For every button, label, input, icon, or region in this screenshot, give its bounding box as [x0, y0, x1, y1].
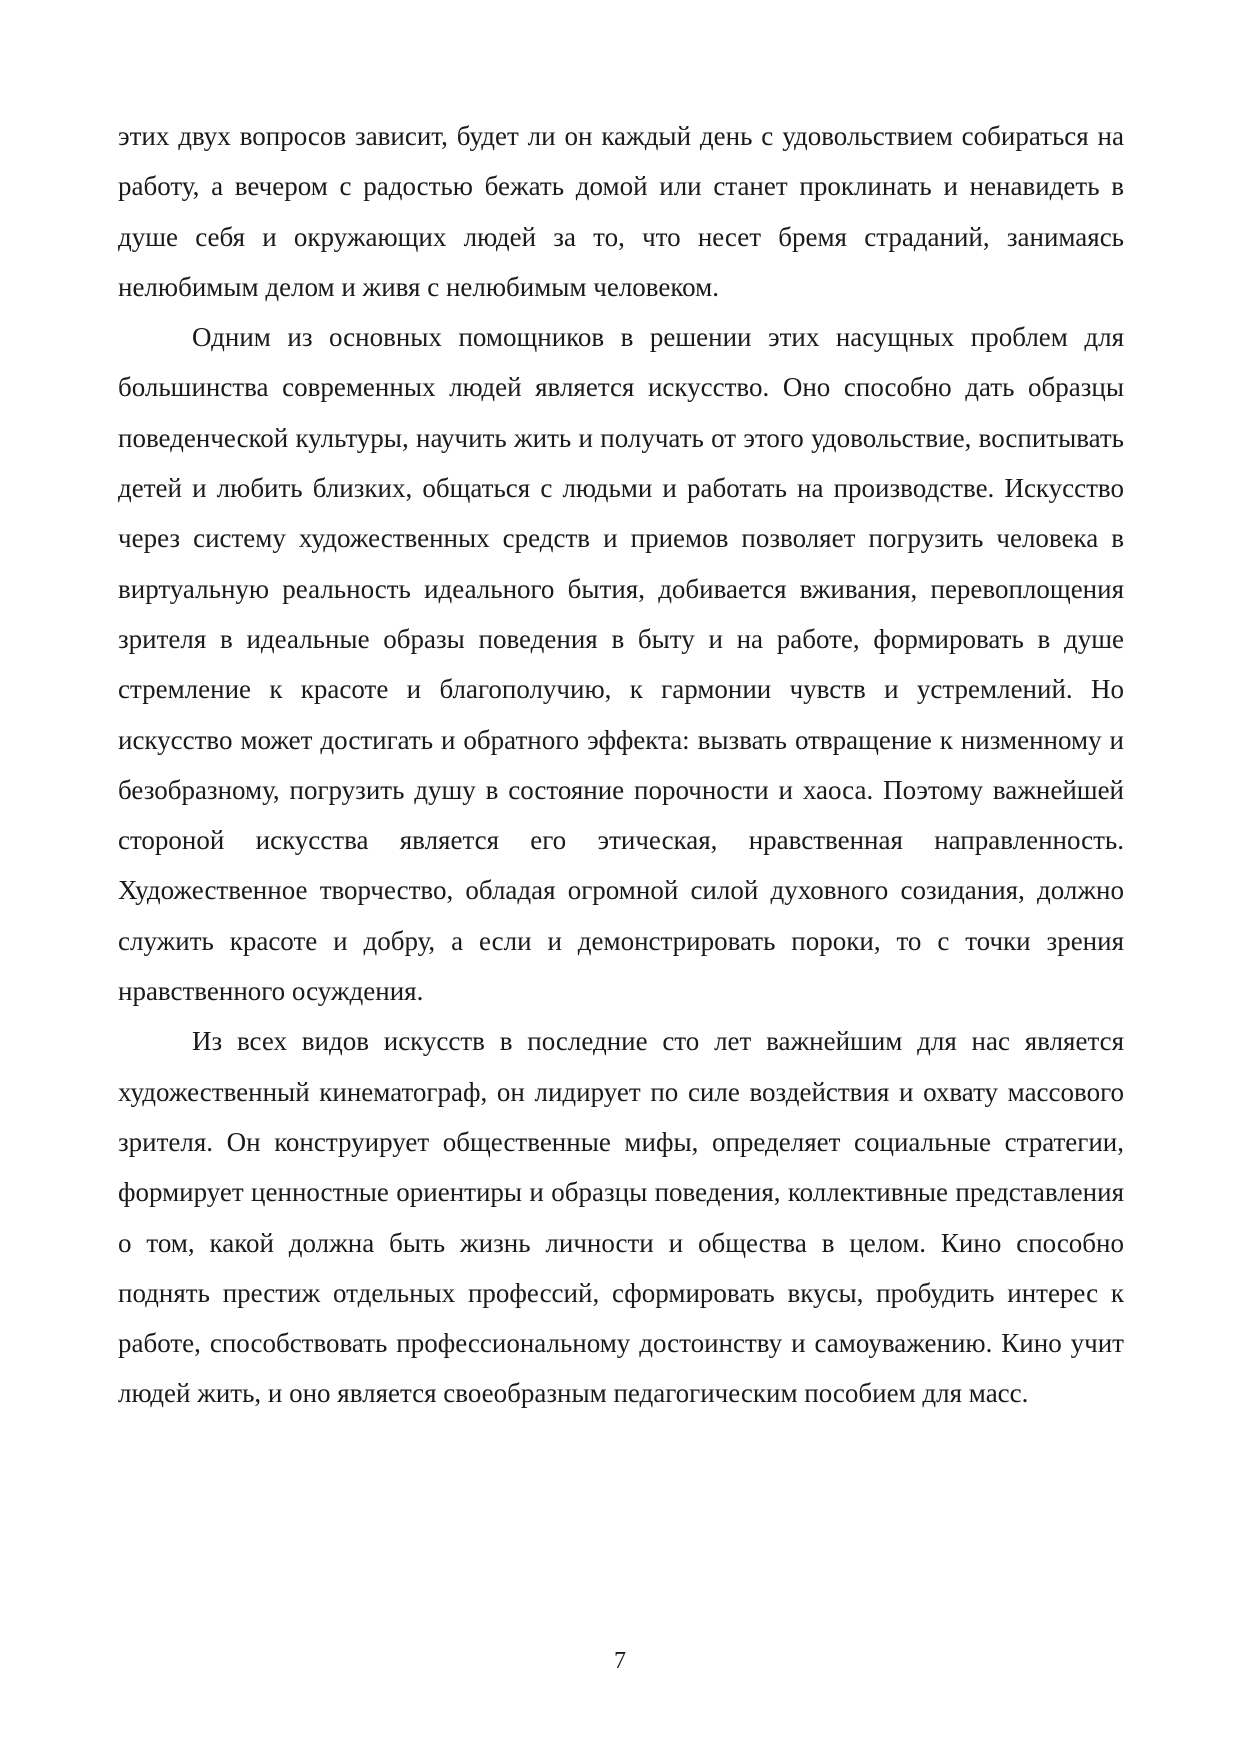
paragraph-art-helpers: Одним из основных помощников в решении этих насущных проблем для большинства современных людей является искусство. Оно способно дать образцы поведенческой культуры, научить жить и получать от этого удовольствие, воспитывать детей и любить близких, общаться с людьми и работать на производстве. Искусство через систему художественных средств и приемов позволяет погрузить человека в виртуальную реальность идеального бытия, добивается вживания, перевоплощения зрителя в идеальные образы поведения в быту и на работе, формировать в душе стремление к красоте и благополучию, к гармонии чувств и устремлений. Но искусство может достигать и обратного эффекта: вызвать отвращение к низменному и безобразному, погрузить душу в состояние порочности и хаоса. Поэтому важнейшей стороной искусства является его этическая, нравственная направленность. Художественное творчество, обладая огромной силой духовного созидания, должно служить красоте и добру, а если и демонстрировать пороки, то с точки зрения нравственного осуждения. — [118, 322, 1124, 1007]
paragraph-cinema: Из всех видов искусств в последние сто лет важнейшим для нас является художественный кинематограф, он лидирует по силе воздействия и охвату массового зрителя. Он конструирует общественные мифы, определяет социальные стратегии, формирует ценностные ориентиры и образцы поведения, коллективные представления о том, какой должна быть жизнь личности и общества в целом. Кино способно поднять престиж отдельных профессий, сформировать вкусы, пробудить интерес к работе, способствовать профессиональному достоинству и самоуважению. Кино учит людей жить, и оно является своеобразным педагогическим пособием для масс. — [118, 1026, 1124, 1409]
body-text — [118, 111, 1124, 1419]
page-number: 7 — [614, 1648, 626, 1674]
paragraph-continuation: этих двух вопросов зависит, будет ли он каждый день с удовольствием собираться на работу, а вечером с радостью бежать домой или станет проклинать и ненавидеть в душе себя и окружающих людей за то, что несет бремя страданий, занимаясь нелюбимым делом и живя с нелюбимым человеком. — [118, 121, 1124, 302]
